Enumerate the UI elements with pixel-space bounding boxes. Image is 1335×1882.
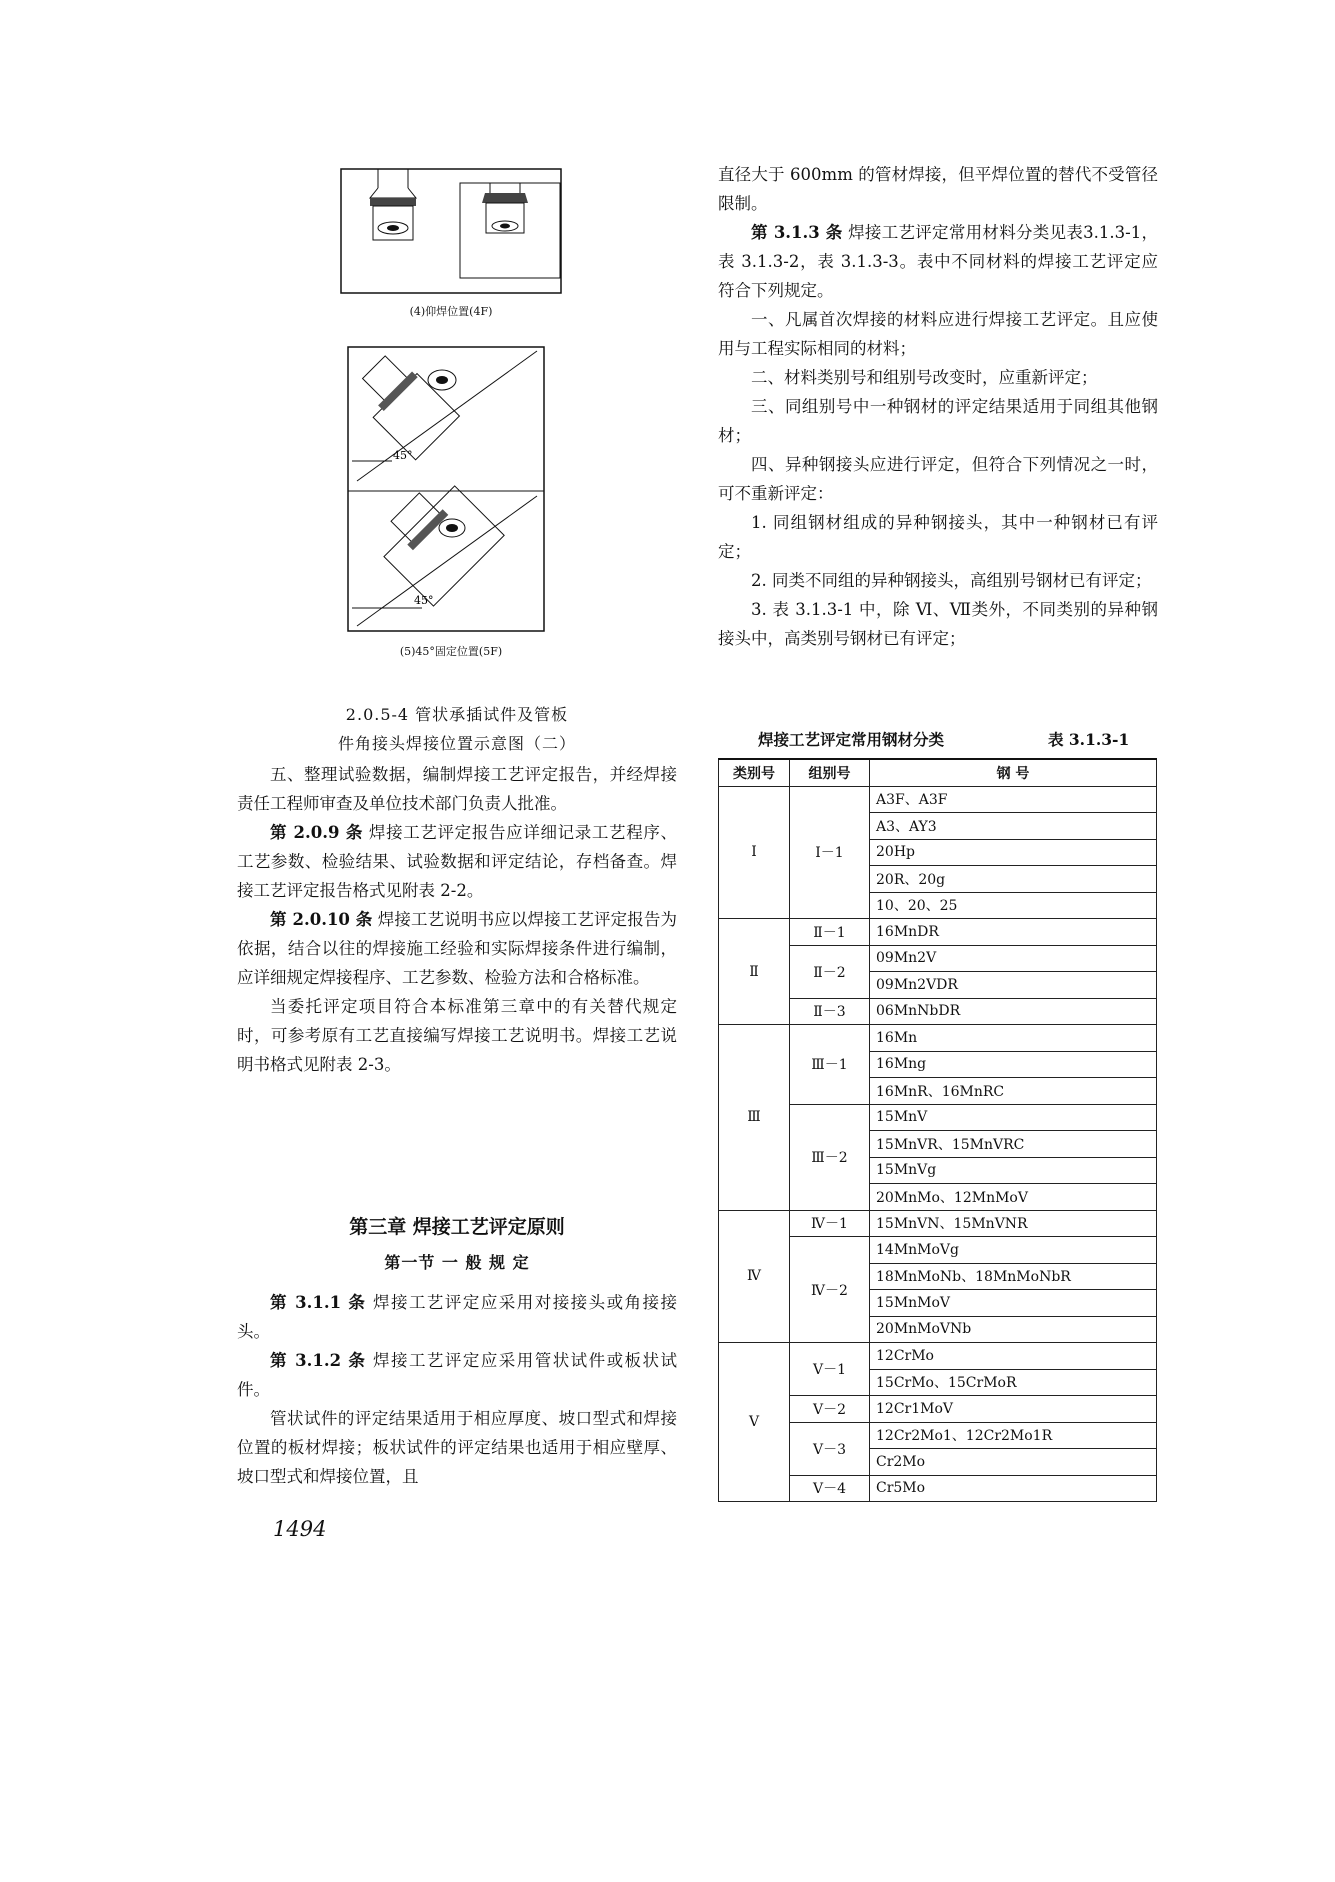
- steel-cell: 12CrMo: [870, 1343, 1157, 1370]
- angle-label-bottom: 45°: [414, 594, 434, 607]
- steel-cell: A3F、A3F: [870, 786, 1157, 813]
- steel-cell: 15CrMo、15CrMoR: [870, 1369, 1157, 1396]
- paragraph: 二、材料类别号和组别号改变时，应重新评定；: [751, 368, 1098, 387]
- group-cell: Ⅴ－3: [790, 1422, 870, 1475]
- table-row: [719, 1025, 1157, 1052]
- steel-cell: 15MnVR、15MnVRC: [870, 1131, 1157, 1158]
- paragraph: 三、同组别号中一种钢材的评定结果适用于同组其他钢材；: [718, 397, 1158, 445]
- steel-cell: 18MnMoNb、18MnMoNbR: [870, 1263, 1157, 1290]
- paragraph: 当委托评定项目符合本标准第三章中的有关替代规定时，可参考原有工艺直接编写焊接工艺说明书。焊接工艺说明书格式见附表 2-3。: [237, 997, 677, 1074]
- paragraph: 第 2.0.10 条 焊接工艺说明书应以焊接工艺评定报告为依据，结合以往的焊接施工经验和实际焊接条件进行编制，应详细规定焊接程序、工艺参数、检验方法和合格标准。: [237, 910, 677, 987]
- group-cell: Ⅴ－4: [790, 1475, 870, 1502]
- steel-cell: 20MnMoVNb: [870, 1316, 1157, 1343]
- group-cell: Ⅱ－1: [790, 919, 870, 946]
- chapter-title: 第三章 焊接工艺评定原则: [349, 1216, 565, 1238]
- group-cell: Ⅳ－2: [790, 1237, 870, 1343]
- steel-cell: 20Hp: [870, 839, 1157, 866]
- table-title: [718, 728, 1158, 750]
- steel-cell: 09Mn2VDR: [870, 972, 1157, 999]
- steel-cell: 20MnMo、12MnMoV: [870, 1184, 1157, 1211]
- table-number: 表 3.1.3-1: [1048, 730, 1130, 749]
- table-row: [719, 919, 1157, 946]
- figure-title-line1: 2.0.5-4 管状承插试件及管板: [345, 705, 569, 724]
- steel-cell: 16Mng: [870, 1051, 1157, 1078]
- figure-title-line2: 件角接头焊接位置示意图（二）: [337, 734, 576, 753]
- figure-4-caption: (4)仰焊位置(4F): [409, 305, 493, 318]
- paragraph: 四、异种钢接头应进行评定，但符合下列情况之一时，可不重新评定：: [718, 455, 1158, 503]
- paragraph: 五、整理试验数据，编制焊接工艺评定报告，并经焊接责任工程师审查及单位技术部门负责人批准。: [237, 765, 677, 813]
- table-row: [719, 1343, 1157, 1370]
- class-cell: Ⅰ: [719, 786, 790, 919]
- steel-cell: 20R、20g: [870, 866, 1157, 893]
- paragraph: 1. 同组钢材组成的异种钢接头，其中一种钢材已有评定；: [718, 513, 1158, 561]
- steel-cell: 06MnNbDR: [870, 998, 1157, 1025]
- class-cell: Ⅳ: [719, 1210, 790, 1343]
- right-body: [718, 160, 1158, 653]
- angle-label-top: 45°: [393, 449, 413, 462]
- steel-cell: 16MnR、16MnRC: [870, 1078, 1157, 1105]
- steel-cell: 10、20、25: [870, 892, 1157, 919]
- group-cell: Ⅰ－1: [790, 786, 870, 919]
- paragraph: 第 3.1.2 条 焊接工艺评定应采用管状试件或板状试件。: [237, 1351, 677, 1399]
- table-row: [719, 786, 1157, 813]
- steel-cell: 09Mn2V: [870, 945, 1157, 972]
- section-title: 第一节 一 般 规 定: [384, 1253, 530, 1272]
- steel-cell: 12Cr1MoV: [870, 1396, 1157, 1423]
- group-cell: Ⅴ－2: [790, 1396, 870, 1423]
- steel-cell: 15MnVg: [870, 1157, 1157, 1184]
- steel-cell: Cr2Mo: [870, 1449, 1157, 1476]
- figure-overhead-position: [340, 168, 562, 294]
- class-cell: Ⅲ: [719, 1025, 790, 1211]
- paragraph: 第 3.1.1 条 焊接工艺评定应采用对接接头或角接接头。: [237, 1293, 677, 1341]
- paragraph: 管状试件的评定结果适用于相应厚度、坡口型式和焊接位置的板材焊接；板状试件的评定结果也适用于相应壁厚、坡口型式和焊接位置，且: [237, 1409, 677, 1486]
- header-steel: 钢 号: [870, 759, 1157, 786]
- class-cell: Ⅱ: [719, 919, 790, 1025]
- header-group: 组别号: [790, 759, 870, 786]
- figure-5-caption: (5)45°固定位置(5F): [399, 645, 503, 658]
- group-cell: Ⅲ－1: [790, 1025, 870, 1105]
- table-row: [719, 1210, 1157, 1237]
- table-body: [719, 786, 1157, 1502]
- steel-classification-table: [718, 758, 1157, 1502]
- paragraph: 第 3.1.3 条 焊接工艺评定常用材料分类见表3.1.3-1，表 3.1.3-2，表 3.1.3-3。表中不同材料的焊接工艺评定应符合下列规定。: [718, 223, 1158, 300]
- group-cell: Ⅱ－2: [790, 945, 870, 998]
- paragraph: 3. 表 3.1.3-1 中，除 Ⅵ、Ⅶ类外，不同类别的异种钢接头中，高类别号钢材已有评定；: [718, 600, 1158, 648]
- group-cell: Ⅴ－1: [790, 1343, 870, 1396]
- left-body: [237, 760, 677, 1079]
- paragraph: 2. 同类不同组的异种钢接头，高组别号钢材已有评定；: [751, 571, 1152, 590]
- group-cell: Ⅲ－2: [790, 1104, 870, 1210]
- steel-cell: 15MnV: [870, 1104, 1157, 1131]
- paragraph: 第 2.0.9 条 焊接工艺评定报告应详细记录工艺程序、工艺参数、检验结果、试验数据和评定结论，存档备查。焊接工艺评定报告格式见附表 2-2。: [237, 823, 677, 900]
- paragraph: 一、凡属首次焊接的材料应进行焊接工艺评定。且应使用与工程实际相同的材料；: [718, 310, 1158, 358]
- steel-cell: A3、AY3: [870, 813, 1157, 840]
- steel-cell: 14MnMoVg: [870, 1237, 1157, 1264]
- paragraph: 直径大于 600mm 的管材焊接，但平焊位置的替代不受管径限制。: [718, 165, 1158, 213]
- chapter-body: [237, 1288, 677, 1491]
- steel-cell: 16MnDR: [870, 919, 1157, 946]
- steel-cell: 15MnVN、15MnVNR: [870, 1210, 1157, 1237]
- steel-cell: Cr5Mo: [870, 1475, 1157, 1502]
- steel-cell: 15MnMoV: [870, 1290, 1157, 1317]
- steel-cell: 12Cr2Mo1、12Cr2Mo1R: [870, 1422, 1157, 1449]
- header-class: 类别号: [719, 759, 790, 786]
- steel-cell: 16Mn: [870, 1025, 1157, 1052]
- group-cell: Ⅱ－3: [790, 998, 870, 1025]
- table-caption: 焊接工艺评定常用钢材分类: [758, 730, 945, 749]
- class-cell: Ⅴ: [719, 1343, 790, 1502]
- figure-45-degree-position: [347, 346, 545, 632]
- group-cell: Ⅳ－1: [790, 1210, 870, 1237]
- page-number: 1494: [273, 1517, 327, 1541]
